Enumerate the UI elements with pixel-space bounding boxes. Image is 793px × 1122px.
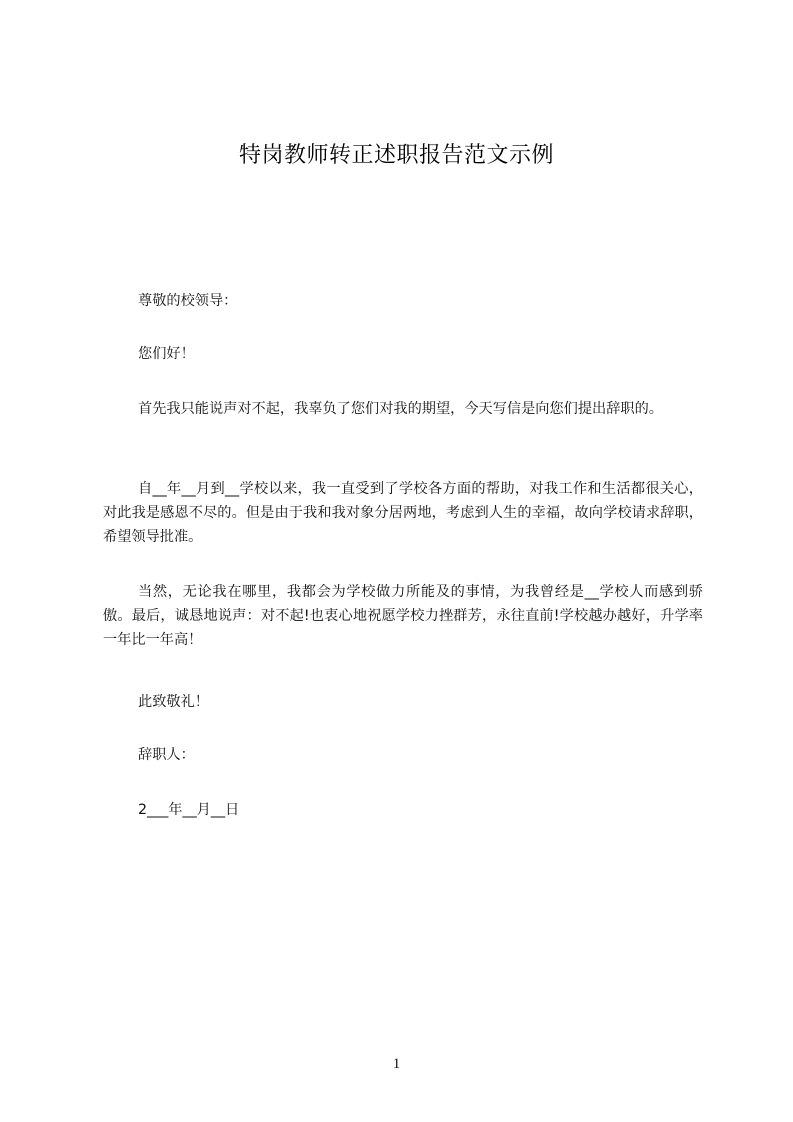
date-line: 2___年__月__日 [138, 802, 240, 818]
body-paragraph-3: 当然，无论我在哪里，我都会为学校做力所能及的事情，为我曾经是__学校人而感到骄傲。最后，诚恳地说声：对不起!也衷心地祝愿学校力挫群芳，永往直前!学校越办越好，升学率一年比一年高！ [103, 584, 703, 648]
salutation: 尊敬的校领导： [138, 293, 238, 309]
body-paragraph-1: 首先我只能说声对不起，我辜负了您们对我的期望，今天写信是向您们提出辞职的。 [138, 401, 663, 417]
greeting: 您们好！ [138, 346, 195, 362]
document-title: 特岗教师转正述职报告范文示例 [238, 143, 554, 168]
body-paragraph-2: 自__年__月到__学校以来，我一直受到了学校各方面的帮助，对我工作和生活都很关心，对此我是感恩不尽的。但是由于我和我对象分居两地，考虑到人生的幸福，故向学校请求辞职，希望领导批准。 [103, 481, 703, 545]
signer-label: 辞职人： [138, 747, 195, 763]
page-number: 1 [392, 1056, 401, 1072]
closing: 此致敬礼！ [138, 694, 209, 710]
